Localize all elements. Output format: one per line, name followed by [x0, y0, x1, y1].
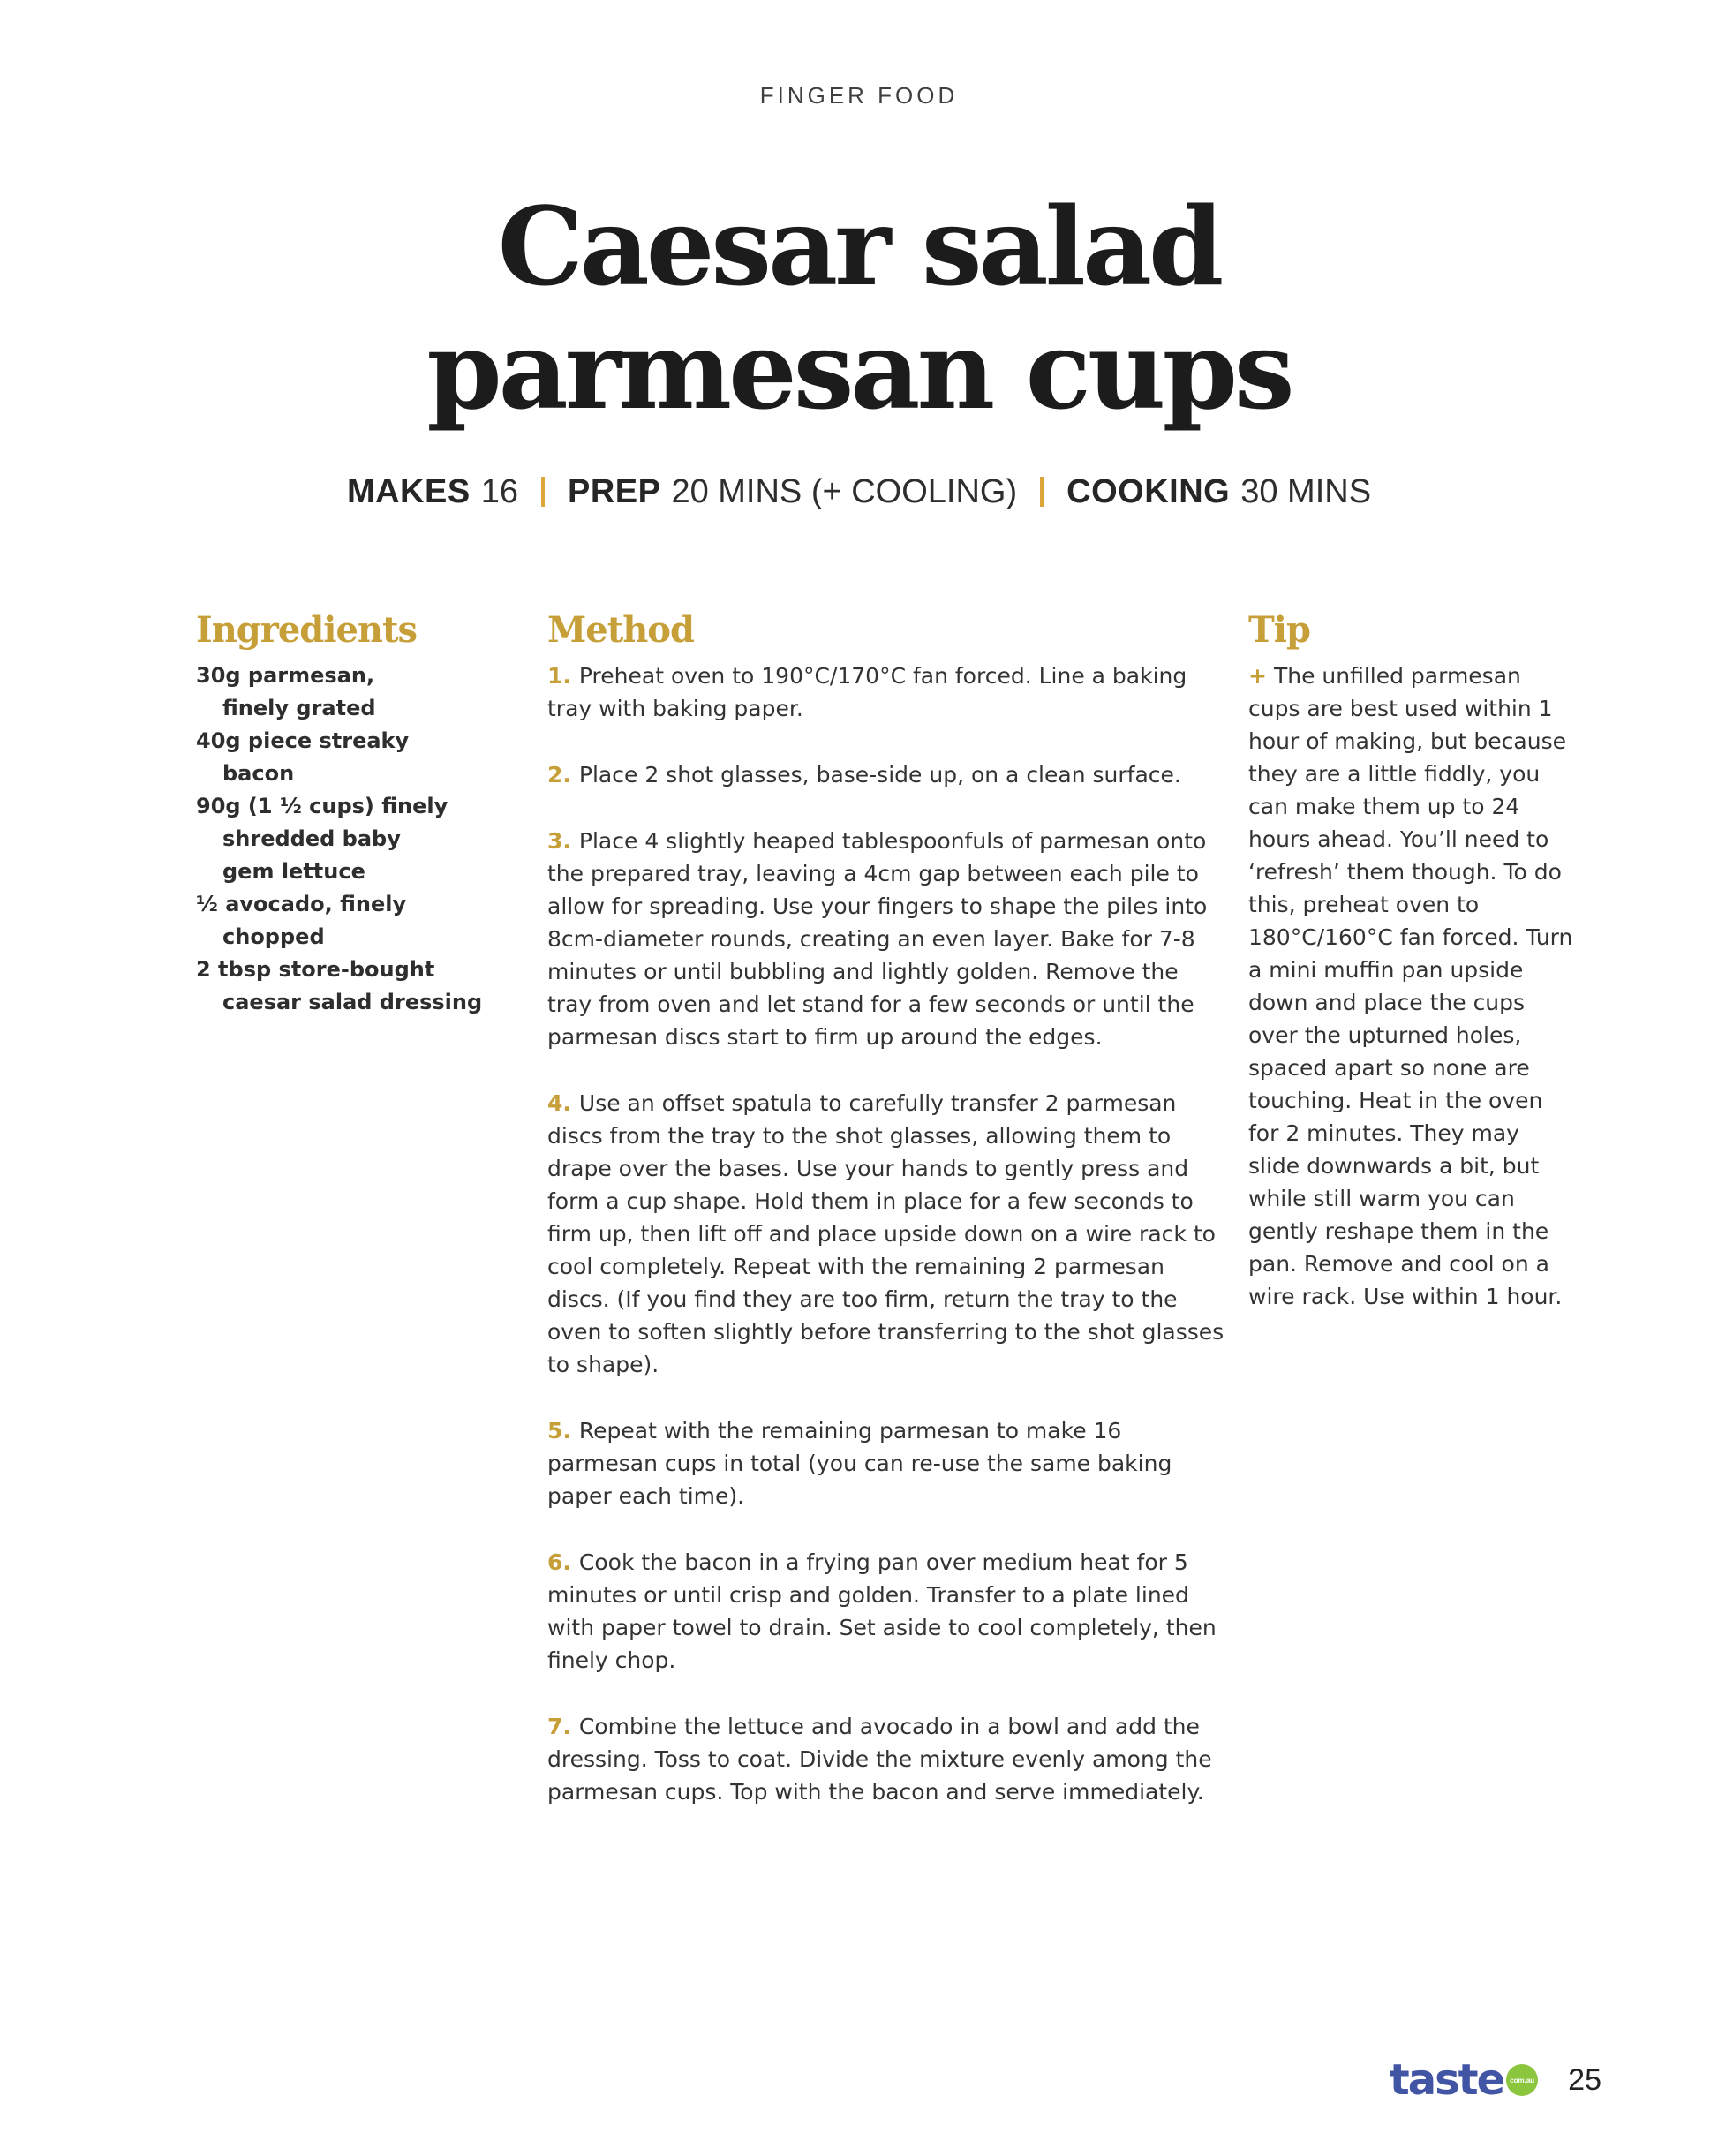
step-number: 4.	[547, 1089, 571, 1116]
step-text: Place 2 shot glasses, base-side up, on a clean surface.	[578, 761, 1181, 788]
meta-item	[568, 473, 1017, 511]
step-number: 6.	[547, 1549, 571, 1575]
method-step	[547, 1087, 1229, 1381]
ingredient-item	[196, 954, 505, 1019]
ingredient-line: 2 tbsp store-bought	[196, 956, 435, 982]
meta-divider-bar	[1040, 477, 1044, 507]
ingredient-line: bacon	[222, 760, 295, 786]
tip-heading: Tip	[1248, 608, 1310, 651]
method-step	[547, 758, 1229, 791]
step-number: 3.	[547, 827, 571, 854]
taste-logo-dot-icon: com.au	[1506, 2064, 1538, 2096]
step-text: Preheat oven to 190°C/170°C fan forced. Line a baking tray with baking paper.	[547, 662, 1187, 721]
page-title: Caesar salad parmesan cups	[426, 183, 1292, 434]
step-number: 1.	[547, 662, 571, 689]
step-number: 7.	[547, 1713, 571, 1739]
taste-logo	[1390, 2055, 1538, 2105]
page-footer	[1390, 2055, 1601, 2105]
step-number: 5.	[547, 1417, 571, 1444]
ingredient-line: ½ avocado, finely	[196, 891, 407, 916]
ingredient-item	[196, 790, 505, 888]
method-heading: Method	[547, 608, 694, 651]
method-step	[547, 1546, 1229, 1677]
method-section	[547, 610, 1229, 1842]
ingredient-line: finely grated	[222, 695, 376, 720]
ingredient-line: shredded baby	[222, 825, 401, 851]
step-text: Cook the bacon in a frying pan over medium heat for 5 minutes or until crisp and golden. Transfer to a plate lined with paper towel to drain. Set aside to cool completely, then finely chop.	[547, 1549, 1217, 1673]
meta-item	[347, 473, 518, 511]
ingredient-item	[196, 725, 505, 790]
meta-value: 20 MINS (+ COOLING)	[671, 472, 1018, 510]
meta-item	[1066, 473, 1371, 511]
ingredients-heading: Ingredients	[196, 608, 417, 651]
ingredient-line: 40g piece streaky	[196, 727, 410, 753]
method-step	[547, 660, 1229, 725]
ingredient-line: caesar salad dressing	[222, 989, 483, 1014]
step-text: Place 4 slightly heaped tablespoonfuls of parmesan onto the prepared tray, leaving a 4cm gap between each pile to allow for spreading. Use your fingers to shape the piles into 8cm-diameter rounds, creating an even layer. Bake for 7-8 minutes or until bubbling and lightly golden. Remove the tray from oven and let stand for a few seconds or until the parmesan discs start to firm up around the edges.	[547, 827, 1208, 1050]
meta-value: 30 MINS	[1240, 472, 1372, 510]
plus-icon: +	[1248, 662, 1267, 689]
meta-value: 16	[480, 472, 518, 510]
method-step	[547, 825, 1229, 1053]
ingredient-line: 30g parmesan,	[196, 662, 375, 688]
method-steps	[547, 660, 1229, 1808]
meta-label: PREP	[567, 472, 661, 510]
meta-label: COOKING	[1066, 472, 1231, 510]
step-text: Combine the lettuce and avocado in a bowl and add the dressing. Toss to coat. Divide the mixture evenly among the parmesan cups. Top with the bacon and serve immediately.	[547, 1713, 1212, 1805]
recipe-columns	[196, 610, 1718, 1842]
step-number: 2.	[547, 761, 571, 788]
ingredients-list	[196, 660, 505, 1019]
step-text: Repeat with the remaining parmesan to make 16 parmesan cups in total (you can re-use the same baking paper each time).	[547, 1417, 1172, 1509]
taste-logo-text: taste	[1389, 2055, 1504, 2105]
meta-divider-bar	[541, 477, 545, 507]
ingredient-line: gem lettuce	[222, 858, 365, 884]
ingredient-line: chopped	[222, 923, 325, 949]
ingredient-item	[196, 660, 505, 725]
page-number: 25	[1568, 2062, 1601, 2097]
recipe-meta	[0, 473, 1718, 511]
step-text: Use an offset spatula to carefully transfer 2 parmesan discs from the tray to the shot glasses, allowing them to drape over the bases. Use your hands to gently press and form a cup shape. Hold them in place for a few seconds to firm up, then lift off and place upside down on a wire rack to cool completely. Repeat with the remaining 2 parmesan discs. (If you find they are too firm, return the tray to the oven to soften slightly before transferring to the shot glasses to shape).	[547, 1089, 1224, 1377]
tip-section	[1248, 610, 1573, 1313]
ingredient-item	[196, 888, 505, 954]
ingredient-line: 90g (1 ½ cups) finely	[196, 793, 448, 818]
meta-label: MAKES	[346, 472, 471, 510]
tip-paragraph	[1248, 660, 1573, 1313]
method-step	[547, 1710, 1229, 1808]
tip-text: The unfilled parmesan cups are best used within 1 hour of making, but because they are a little fiddly, you can make them up to 24 hours ahead. You’ll need to ‘refresh’ them though. To do this, preheat oven to 180°C/160°C fan forced. Turn a mini muffin pan upside down and place the cups over the upturned holes, spaced apart so none are touching. Heat in the oven for 2 minutes. They may slide downwards a bit, but while still warm you can gently reshape them in the pan. Remove and cool on a wire rack. Use within 1 hour.	[1248, 662, 1573, 1309]
method-step	[547, 1414, 1229, 1512]
category-label: FINGER FOOD	[759, 82, 959, 109]
ingredients-section	[196, 610, 505, 1019]
